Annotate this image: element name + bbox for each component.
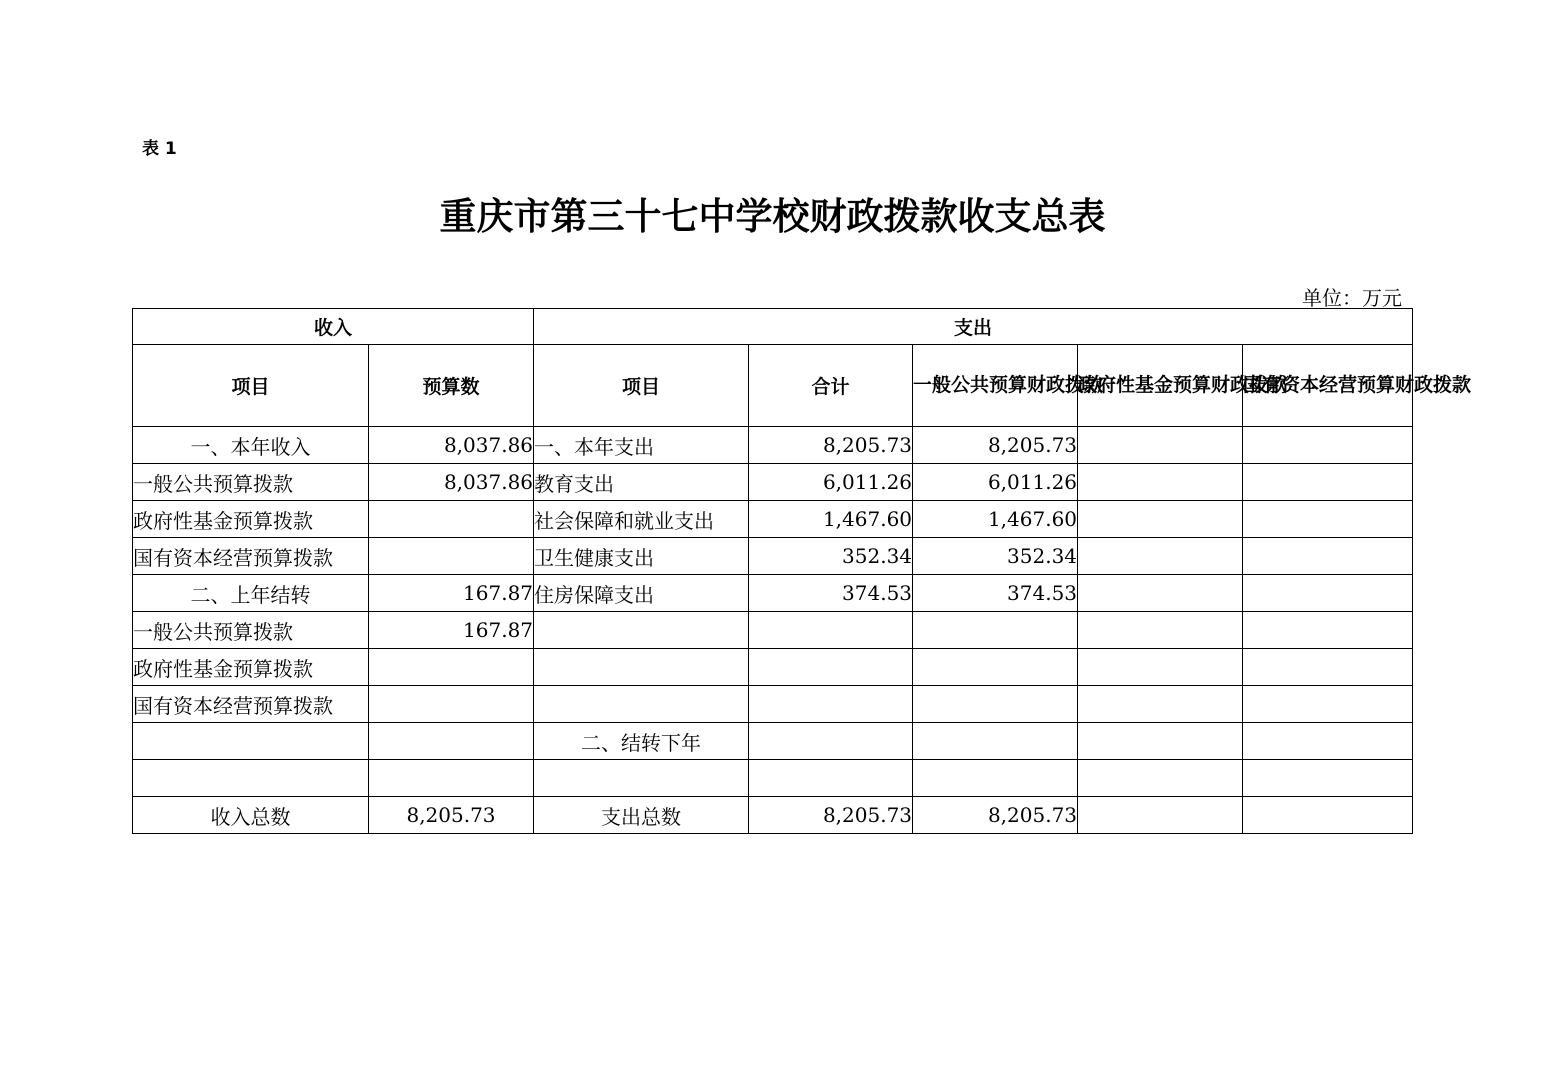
general-public-header: 一般公共预算财政拨款 bbox=[913, 345, 1078, 427]
state-capital-cell bbox=[1243, 464, 1413, 501]
income-item-cell: 一、本年收入 bbox=[133, 427, 369, 464]
unit-label: 单位：万元 bbox=[1302, 286, 1402, 310]
total-cell bbox=[749, 612, 913, 649]
income-budget-header: 预算数 bbox=[369, 345, 534, 427]
income-budget-cell bbox=[369, 501, 534, 538]
expense-item-cell bbox=[534, 649, 749, 686]
total-cell: 1,467.60 bbox=[749, 501, 913, 538]
table-row bbox=[133, 575, 1413, 612]
general-public-cell bbox=[913, 649, 1078, 686]
column-header-row bbox=[133, 345, 1413, 427]
gov-fund-cell bbox=[1078, 760, 1243, 797]
table-row bbox=[133, 686, 1413, 723]
state-capital-cell bbox=[1243, 686, 1413, 723]
gov-fund-cell bbox=[1078, 649, 1243, 686]
income-budget-cell bbox=[369, 723, 534, 760]
income-budget-cell bbox=[369, 686, 534, 723]
budget-summary-table bbox=[132, 308, 1472, 834]
total-cell: 8,205.73 bbox=[749, 797, 913, 834]
gov-fund-cell bbox=[1078, 612, 1243, 649]
income-item-cell: 二、上年结转 bbox=[133, 575, 369, 612]
gov-fund-cell bbox=[1078, 464, 1243, 501]
state-capital-cell bbox=[1243, 649, 1413, 686]
general-public-cell bbox=[913, 612, 1078, 649]
general-public-cell bbox=[913, 723, 1078, 760]
expense-item-cell bbox=[534, 612, 749, 649]
general-public-cell: 6,011.26 bbox=[913, 464, 1078, 501]
income-item-cell: 一般公共预算拨款 bbox=[133, 464, 369, 501]
table-row bbox=[133, 501, 1413, 538]
income-item-cell: 收入总数 bbox=[133, 797, 369, 834]
income-budget-cell: 8,037.86 bbox=[369, 464, 534, 501]
expense-group-header: 支出 bbox=[534, 309, 1413, 345]
expense-item-cell: 社会保障和就业支出 bbox=[534, 501, 749, 538]
income-budget-cell bbox=[369, 760, 534, 797]
gov-fund-header: 政府性基金预算财政拨款 bbox=[1078, 345, 1243, 427]
expense-item-header: 项目 bbox=[534, 345, 749, 427]
table-row bbox=[133, 427, 1413, 464]
expense-item-cell: 支出总数 bbox=[534, 797, 749, 834]
gov-fund-cell bbox=[1078, 427, 1243, 464]
total-cell bbox=[749, 686, 913, 723]
gov-fund-cell bbox=[1078, 686, 1243, 723]
total-cell bbox=[749, 723, 913, 760]
general-public-cell: 8,205.73 bbox=[913, 427, 1078, 464]
state-capital-cell bbox=[1243, 797, 1413, 834]
total-cell: 6,011.26 bbox=[749, 464, 913, 501]
income-item-cell bbox=[133, 723, 369, 760]
table-row bbox=[133, 464, 1413, 501]
state-capital-cell bbox=[1243, 501, 1413, 538]
total-cell: 352.34 bbox=[749, 538, 913, 575]
expense-item-cell: 卫生健康支出 bbox=[534, 538, 749, 575]
income-item-cell: 国有资本经营预算拨款 bbox=[133, 538, 369, 575]
general-public-cell: 8,205.73 bbox=[913, 797, 1078, 834]
table-number-label: 表 1 bbox=[142, 139, 177, 159]
document-title: 重庆市第三十七中学校财政拨款收支总表 bbox=[439, 195, 1106, 238]
table-row bbox=[133, 612, 1413, 649]
income-group-header: 收入 bbox=[133, 309, 534, 345]
gov-fund-cell bbox=[1078, 501, 1243, 538]
expense-item-cell bbox=[534, 686, 749, 723]
income-item-cell: 一般公共预算拨款 bbox=[133, 612, 369, 649]
state-capital-header: 国有资本经营预算财政拨款 bbox=[1243, 345, 1413, 427]
income-budget-cell: 167.87 bbox=[369, 612, 534, 649]
expense-item-cell: 二、结转下年 bbox=[534, 723, 749, 760]
income-item-cell: 政府性基金预算拨款 bbox=[133, 501, 369, 538]
income-budget-cell bbox=[369, 649, 534, 686]
table-row bbox=[133, 538, 1413, 575]
table-row bbox=[133, 723, 1413, 760]
state-capital-cell bbox=[1243, 575, 1413, 612]
gov-fund-cell bbox=[1078, 575, 1243, 612]
income-item-cell: 政府性基金预算拨款 bbox=[133, 649, 369, 686]
state-capital-cell bbox=[1243, 760, 1413, 797]
general-public-cell: 352.34 bbox=[913, 538, 1078, 575]
table-row bbox=[133, 760, 1413, 797]
total-cell: 8,205.73 bbox=[749, 427, 913, 464]
total-cell: 374.53 bbox=[749, 575, 913, 612]
total-cell bbox=[749, 649, 913, 686]
income-budget-cell: 8,037.86 bbox=[369, 427, 534, 464]
income-item-header: 项目 bbox=[133, 345, 369, 427]
table-row-totals bbox=[133, 797, 1413, 834]
income-item-cell: 国有资本经营预算拨款 bbox=[133, 686, 369, 723]
income-budget-cell bbox=[369, 538, 534, 575]
group-header-row bbox=[133, 309, 1413, 345]
income-item-cell bbox=[133, 760, 369, 797]
expense-item-cell bbox=[534, 760, 749, 797]
expense-item-cell: 教育支出 bbox=[534, 464, 749, 501]
general-public-cell bbox=[913, 686, 1078, 723]
income-budget-cell: 167.87 bbox=[369, 575, 534, 612]
state-capital-cell bbox=[1243, 723, 1413, 760]
expense-item-cell: 住房保障支出 bbox=[534, 575, 749, 612]
expense-item-cell: 一、本年支出 bbox=[534, 427, 749, 464]
total-header: 合计 bbox=[749, 345, 913, 427]
gov-fund-cell bbox=[1078, 538, 1243, 575]
general-public-cell: 1,467.60 bbox=[913, 501, 1078, 538]
table-row bbox=[133, 649, 1413, 686]
general-public-cell: 374.53 bbox=[913, 575, 1078, 612]
state-capital-cell bbox=[1243, 427, 1413, 464]
general-public-cell bbox=[913, 760, 1078, 797]
income-budget-cell: 8,205.73 bbox=[369, 797, 534, 834]
state-capital-cell bbox=[1243, 612, 1413, 649]
gov-fund-cell bbox=[1078, 797, 1243, 834]
gov-fund-cell bbox=[1078, 723, 1243, 760]
total-cell bbox=[749, 760, 913, 797]
state-capital-cell bbox=[1243, 538, 1413, 575]
